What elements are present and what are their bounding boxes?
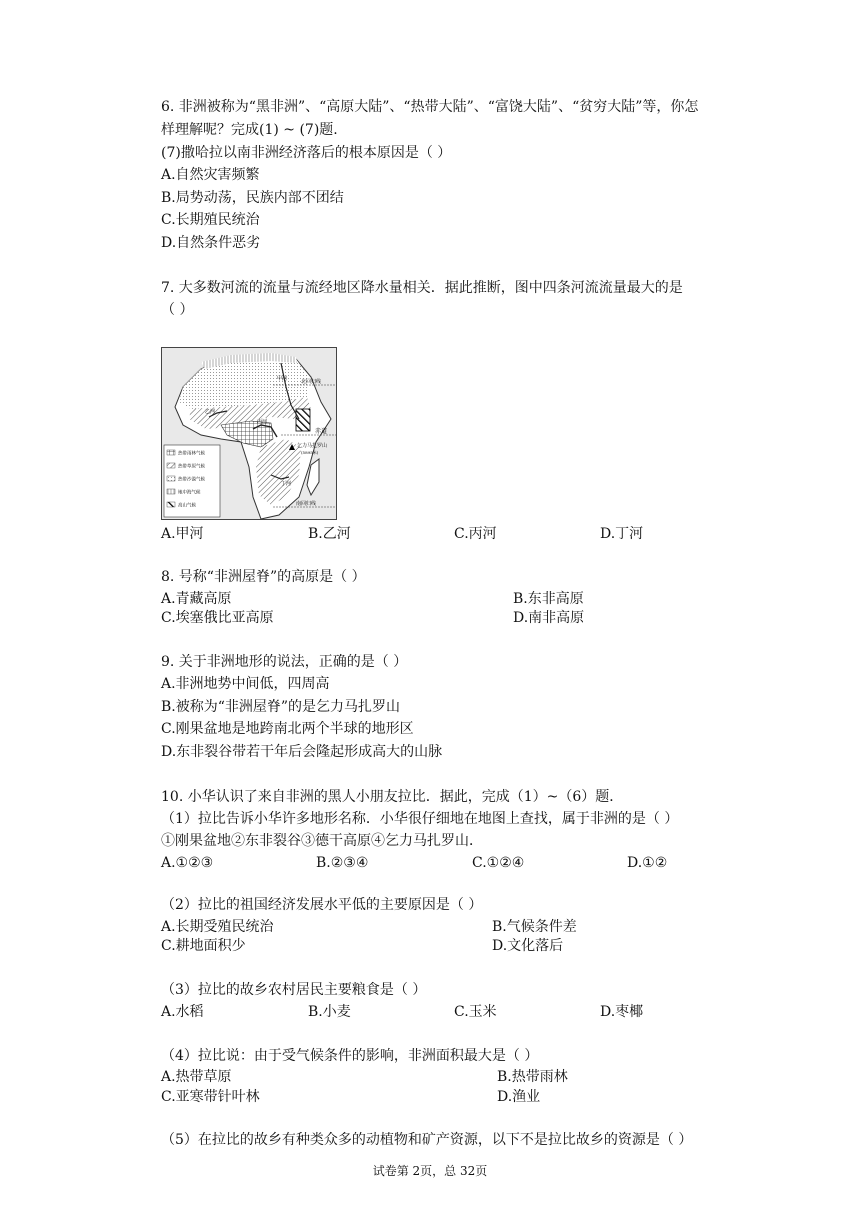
q9-option-a: A.非洲地势中间低，四周高	[161, 676, 330, 692]
q7-stem-line1: 7. 大多数河流的流量与流经地区降水量相关．据此推断，图中四条河流流量最大的是	[161, 280, 683, 296]
q10-sub3-option-d: D.枣椰	[600, 1004, 644, 1020]
q10-sub2-option-a: A.长期受殖民统治	[161, 919, 274, 935]
q10-sub4-option-a: A.热带草原	[161, 1069, 232, 1085]
q10-sub1: （1）拉比告诉小华许多地形名称．小华很仔细地在地图上查找，属于非洲的是（ ）	[161, 811, 679, 827]
label-river-jia: 甲河	[277, 376, 288, 382]
legend-desert: 热带沙漠气候	[178, 477, 205, 483]
q8-option-d: D.南非高原	[513, 610, 585, 626]
q8-option-c: C.埃塞俄比亚高原	[161, 610, 274, 626]
q6-option-a: A.自然灾害频繁	[161, 167, 260, 183]
q7-option-b: B.乙河	[308, 526, 351, 542]
q6-option-d: D.自然条件恶劣	[161, 235, 261, 251]
q10-sub4-option-d: D.渔业	[497, 1089, 541, 1105]
q10-sub1-option-a: A.①②③	[161, 855, 214, 871]
q10-sub2-option-c: C.耕地面积少	[161, 938, 246, 954]
q6-stem-line1: 6. 非洲被称为“黑非洲”、“高原大陆”、“热带大陆”、“富饶大陆”、“贫穷大陆”等，你怎	[161, 99, 699, 115]
q10-sub2-option-d: D.文化落后	[492, 938, 564, 954]
q9-option-d: D.东非裂谷带若干年后会隆起形成高大的山脉	[161, 744, 443, 760]
q10-sub4: （4）拉比说：由于受气候条件的影响，非洲面积最大是（ ）	[161, 1048, 539, 1064]
q10-sub3-option-a: A.水稻	[161, 1004, 204, 1020]
q9-option-c: C.刚果盆地是地跨南北两个半球的地形区	[161, 721, 414, 737]
q8-option-a: A.青藏高原	[161, 591, 232, 607]
label-south-tropic: 南回归线	[295, 501, 317, 507]
map-legend	[164, 445, 220, 517]
legend-highland: 高山气候	[178, 503, 196, 509]
label-equator: 赤道	[314, 428, 328, 435]
legend-savanna: 热带草原气候	[178, 464, 205, 470]
q9-stem: 9. 关于非洲地形的说法，正确的是（ ）	[161, 654, 408, 670]
q10-sub3: （3）拉比的故乡农村居民主要粮食是（ ）	[161, 982, 427, 998]
label-north-tropic: 北回归线	[300, 379, 322, 385]
q7-option-c: C.丙河	[454, 526, 497, 542]
africa-climate-map	[161, 347, 337, 520]
q10-sub4-option-c: C.亚寒带针叶林	[161, 1089, 260, 1105]
q10-sub3-option-c: C.玉米	[454, 1004, 497, 1020]
q10-sub2: （2）拉比的祖国经济发展水平低的主要原因是（ ）	[161, 897, 483, 913]
q10-stem: 10. 小华认识了来自非洲的黑人小朋友拉比．据此，完成（1）~（6）题．	[161, 789, 624, 805]
q10-sub5: （5）在拉比的故乡有种类众多的动植物和矿产资源，以下不是拉比故乡的资源是（ ）	[161, 1132, 693, 1148]
q9-option-b: B.被称为“非洲屋脊”的是乞力马扎罗山	[161, 699, 401, 715]
q10-sub4-option-b: B.热带雨林	[497, 1069, 568, 1085]
q10-sub3-option-b: B.小麦	[308, 1004, 351, 1020]
q6-option-b: B.局势动荡，民族内部不团结	[161, 190, 344, 206]
label-river-yi: 乙河	[205, 409, 216, 415]
q7-stem-line2: （ ）	[161, 302, 194, 318]
q10-sub1-items: ①刚果盆地②东非裂谷③德干高原④乞力马扎罗山．	[161, 833, 483, 849]
label-river-bing: 丙河	[257, 419, 268, 425]
legend-rainforest: 热带雨林气候	[178, 451, 205, 457]
q10-sub1-option-b: B.②③④	[316, 855, 369, 871]
page-footer: 试卷第 2页，总 32页	[372, 1164, 488, 1178]
q10-sub2-option-b: B.气候条件差	[492, 919, 577, 935]
legend-mediterranean: 地中海气候	[178, 490, 201, 496]
q6-sub-question: (7)撒哈拉以南非洲经济落后的根本原因是（ ）	[161, 145, 452, 161]
label-river-ding: 丁河	[281, 481, 292, 487]
q6-option-c: C.长期殖民统治	[161, 212, 260, 228]
label-mountain-height: (5895米)	[301, 450, 319, 455]
q7-option-d: D.丁河	[600, 526, 644, 542]
q6-stem-line2: 样理解呢？完成(1) ~ (7)题.	[161, 122, 338, 138]
q8-option-b: B.东非高原	[513, 591, 584, 607]
q10-sub1-option-d: D.①②	[627, 855, 668, 871]
highland-region	[296, 409, 310, 431]
label-mountain: 乞力马扎罗山	[297, 443, 328, 449]
q7-option-a: A.甲河	[161, 526, 204, 542]
q8-stem: 8. 号称“非洲屋脊”的高原是（ ）	[161, 569, 366, 585]
q10-sub1-option-c: C.①②④	[472, 855, 525, 871]
